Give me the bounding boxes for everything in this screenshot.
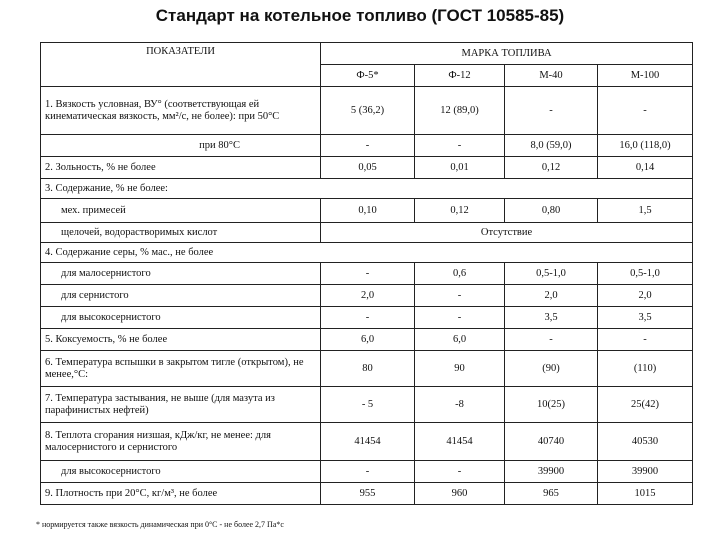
row-label: 8. Теплота сгорания низшая, кДж/кг, не менее: для малосернистого и сернистого <box>41 423 321 461</box>
cell: - <box>321 135 415 157</box>
cell: 2,0 <box>598 285 693 307</box>
cell: 2,0 <box>321 285 415 307</box>
cell: 5 (36,2) <box>321 87 415 135</box>
table-row <box>41 285 693 307</box>
cell: -8 <box>415 387 505 423</box>
cell: 0,10 <box>321 199 415 223</box>
row-label: 2. Зольность, % не более <box>41 157 321 179</box>
row-label: 1. Вязкость условная, ВУ° (соответствующая ей кинематическая вязкость, мм²/с, не более): при 50°С <box>41 87 321 135</box>
cell: 39900 <box>505 461 598 483</box>
cell: 90 <box>415 351 505 387</box>
cell: 10(25) <box>505 387 598 423</box>
cell: 0,01 <box>415 157 505 179</box>
cell: - <box>505 329 598 351</box>
cell: - <box>598 329 693 351</box>
cell: - <box>598 87 693 135</box>
row-label: для высокосернистого <box>41 461 321 483</box>
table-row <box>41 263 693 285</box>
header-indicators: ПОКАЗАТЕЛИ <box>41 43 321 87</box>
cell: 39900 <box>598 461 693 483</box>
cell: 3,5 <box>598 307 693 329</box>
header-fuel-brand: МАРКА ТОПЛИВА <box>321 43 693 65</box>
cell: 25(42) <box>598 387 693 423</box>
brand-f12: Ф-12 <box>415 65 505 87</box>
cell: 16,0 (118,0) <box>598 135 693 157</box>
table-row <box>41 483 693 505</box>
table-row <box>41 329 693 351</box>
row-label: 7. Температура застывания, не выше (для мазута из парафинистых нефтей) <box>41 387 321 423</box>
cell: 0,80 <box>505 199 598 223</box>
row-label: при 80°С <box>41 135 321 157</box>
cell: (110) <box>598 351 693 387</box>
cell: 0,12 <box>505 157 598 179</box>
row-label: 3. Содержание, % не более: <box>41 179 693 199</box>
cell: - 5 <box>321 387 415 423</box>
cell: 8,0 (59,0) <box>505 135 598 157</box>
cell: (90) <box>505 351 598 387</box>
cell: 0,5-1,0 <box>598 263 693 285</box>
table-row <box>41 423 693 461</box>
cell: 12 (89,0) <box>415 87 505 135</box>
table-row <box>41 135 693 157</box>
cell: 41454 <box>321 423 415 461</box>
row-label: щелочей, водорастворимых кислот <box>41 223 321 243</box>
cell: - <box>321 461 415 483</box>
cell: - <box>415 135 505 157</box>
row-label: 5. Коксуемость, % не более <box>41 329 321 351</box>
cell: 40740 <box>505 423 598 461</box>
cell: 0,12 <box>415 199 505 223</box>
cell: 965 <box>505 483 598 505</box>
cell: 960 <box>415 483 505 505</box>
cell: 1,5 <box>598 199 693 223</box>
brand-m100: М-100 <box>598 65 693 87</box>
cell: 0,14 <box>598 157 693 179</box>
cell: 955 <box>321 483 415 505</box>
row-label: для высокосернистого <box>41 307 321 329</box>
cell: 0,05 <box>321 157 415 179</box>
table-row <box>41 307 693 329</box>
table-row <box>41 199 693 223</box>
table-row <box>41 179 693 199</box>
table-row <box>41 87 693 135</box>
cell: 0,5-1,0 <box>505 263 598 285</box>
cell: - <box>505 87 598 135</box>
cell: 40530 <box>598 423 693 461</box>
cell: 1015 <box>598 483 693 505</box>
cell: 41454 <box>415 423 505 461</box>
cell: - <box>415 461 505 483</box>
row-label: 6. Температура вспышки в закрытом тигле (открытом), не менее,°С: <box>41 351 321 387</box>
row-label: 4. Содержание серы, % мас., не более <box>41 243 693 263</box>
table-row <box>41 461 693 483</box>
table-row <box>41 243 693 263</box>
cell: 6,0 <box>321 329 415 351</box>
table-row <box>41 223 693 243</box>
cell: - <box>415 285 505 307</box>
cell: 80 <box>321 351 415 387</box>
cell: 2,0 <box>505 285 598 307</box>
row-label: мех. примесей <box>41 199 321 223</box>
table-row <box>41 157 693 179</box>
cell: 3,5 <box>505 307 598 329</box>
row-label: для малосернистого <box>41 263 321 285</box>
footnote: * нормируется также вязкость динамическая при 0°С - не более 2,7 Па*с <box>36 520 284 529</box>
cell: 6,0 <box>415 329 505 351</box>
cell: 0,6 <box>415 263 505 285</box>
cell: - <box>321 307 415 329</box>
page-title: Стандарт на котельное топливо (ГОСТ 10585-85) <box>155 6 565 25</box>
row-label: 9. Плотность при 20°С, кг/м³, не более <box>41 483 321 505</box>
table-row <box>41 351 693 387</box>
cell: Отсутствие <box>321 223 693 243</box>
brand-m40: М-40 <box>505 65 598 87</box>
fuel-standard-table <box>40 42 693 505</box>
cell: - <box>321 263 415 285</box>
row-label: для сернистого <box>41 285 321 307</box>
header-row <box>41 43 693 65</box>
table-row <box>41 387 693 423</box>
cell: - <box>415 307 505 329</box>
brand-f5: Ф-5* <box>321 65 415 87</box>
